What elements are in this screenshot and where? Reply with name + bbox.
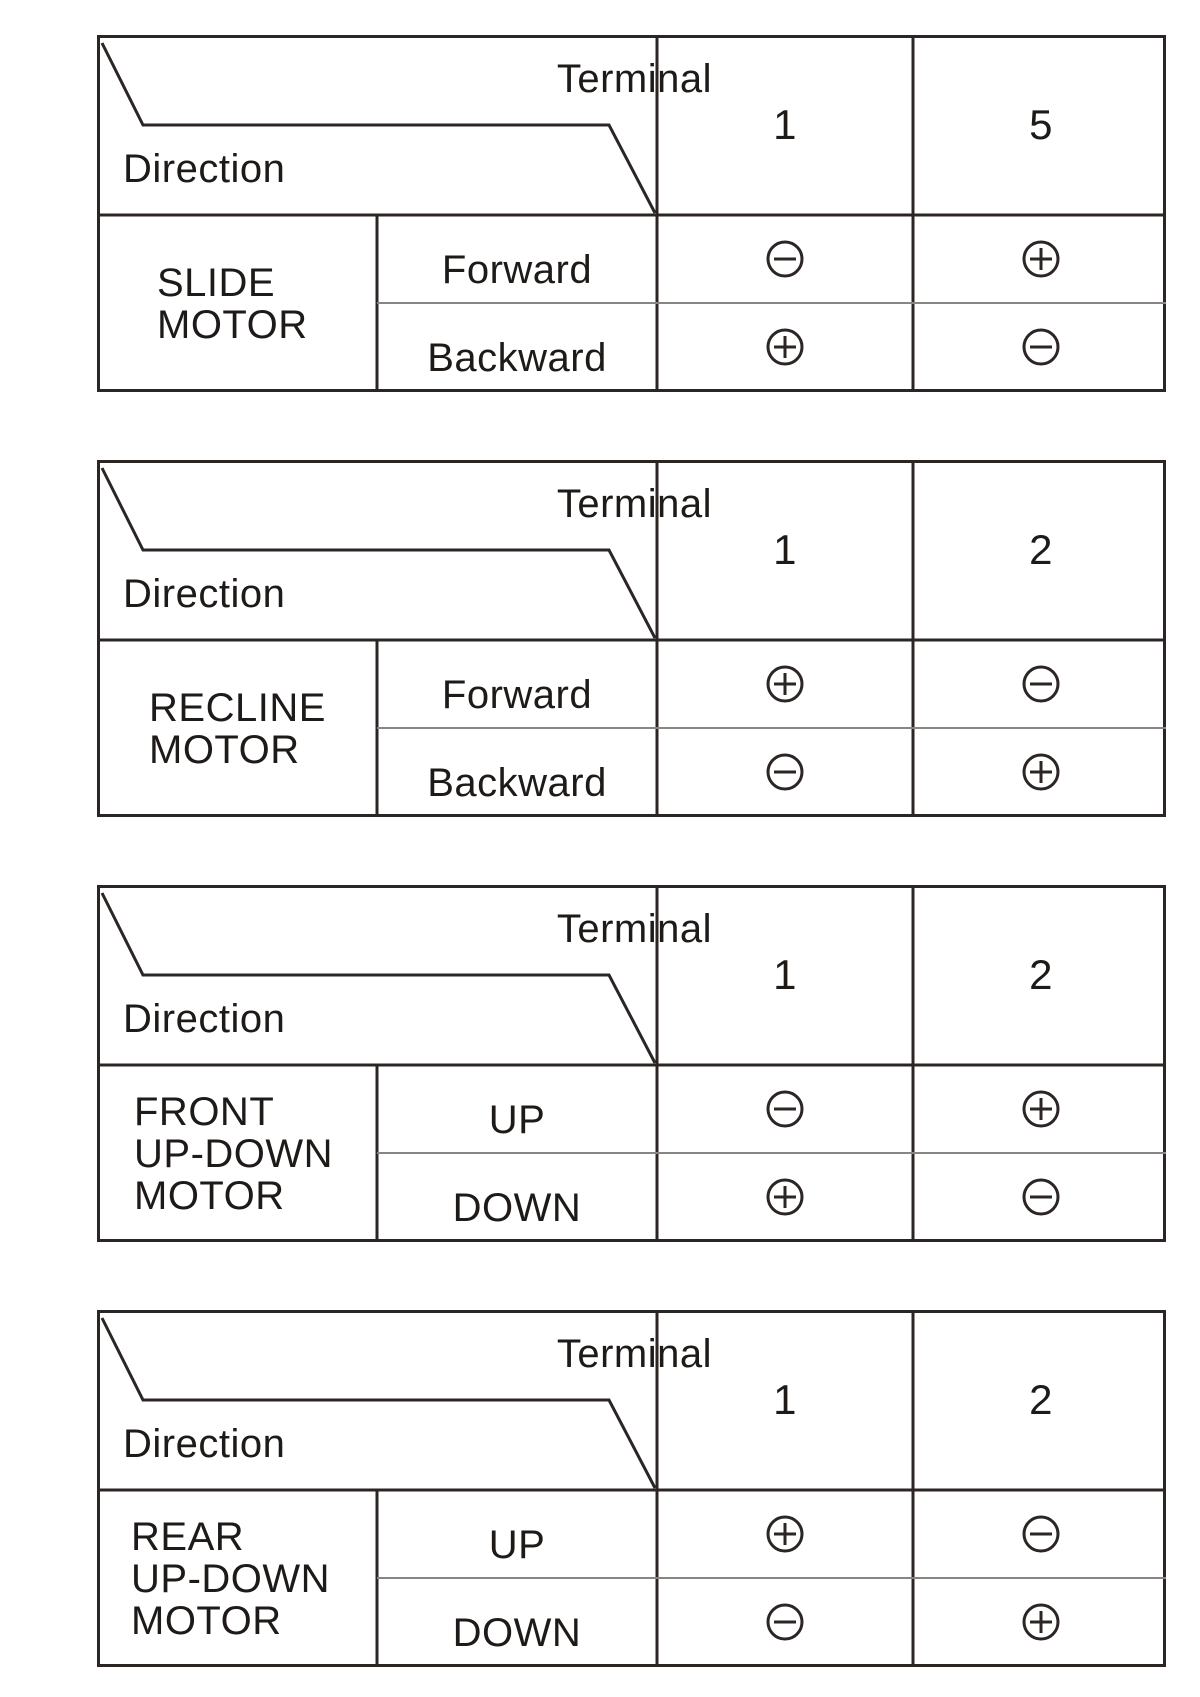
motor-name-text: RECLINE MOTOR	[149, 685, 326, 772]
direction-header: Direction	[123, 1422, 286, 1466]
direction-header: Direction	[123, 572, 286, 616]
front-up-down-motor-table	[97, 885, 1166, 1242]
circled-plus-icon	[765, 1177, 805, 1217]
direction-up: UP	[488, 1098, 546, 1142]
terminal-number-2: 2	[1029, 1376, 1053, 1423]
rear-up-down-motor-table	[97, 1310, 1166, 1667]
direction-header: Direction	[123, 147, 286, 191]
circled-plus-icon	[765, 327, 805, 367]
terminal-number-1: 1	[773, 526, 797, 573]
motor-name-text: FRONT UP-DOWN MOTOR	[134, 1089, 334, 1218]
direction-down: DOWN	[452, 1611, 582, 1655]
terminal-number-1: 1	[773, 1376, 797, 1423]
circled-minus-icon	[765, 752, 805, 792]
direction-up: UP	[488, 1523, 546, 1567]
circled-minus-icon	[765, 1602, 805, 1642]
circled-minus-icon	[1021, 1514, 1061, 1554]
terminal-number-2: 2	[1029, 526, 1053, 573]
circled-plus-icon	[1021, 1089, 1061, 1129]
circled-minus-icon	[1021, 327, 1061, 367]
terminal-header: Terminal	[556, 907, 712, 951]
motor-name-text: SLIDE MOTOR	[157, 260, 308, 347]
circled-plus-icon	[1021, 1602, 1061, 1642]
circled-plus-icon	[765, 664, 805, 704]
terminal-number-1: 1	[773, 101, 797, 148]
circled-minus-icon	[1021, 664, 1061, 704]
motor-name	[134, 1065, 414, 1242]
direction-forward: Forward	[441, 248, 593, 292]
terminal-header: Terminal	[556, 482, 712, 526]
terminal-header: Terminal	[556, 1332, 712, 1376]
direction-header: Direction	[123, 997, 286, 1041]
circled-plus-icon	[1021, 752, 1061, 792]
recline-motor-table	[97, 460, 1166, 817]
direction-backward: Backward	[427, 761, 607, 805]
circled-plus-icon	[765, 1514, 805, 1554]
terminal-header: Terminal	[556, 57, 712, 101]
direction-backward: Backward	[427, 336, 607, 380]
terminal-number-1: 1	[773, 951, 797, 998]
circled-minus-icon	[765, 1089, 805, 1129]
slide-motor-table	[97, 35, 1166, 392]
terminal-number-2: 5	[1029, 101, 1053, 148]
circled-plus-icon	[1021, 239, 1061, 279]
motor-name	[131, 1490, 411, 1667]
direction-down: DOWN	[452, 1186, 582, 1230]
motor-name-text: REAR UP-DOWN MOTOR	[131, 1514, 331, 1643]
circled-minus-icon	[1021, 1177, 1061, 1217]
direction-forward: Forward	[441, 673, 593, 717]
terminal-number-2: 2	[1029, 951, 1053, 998]
circled-minus-icon	[765, 239, 805, 279]
